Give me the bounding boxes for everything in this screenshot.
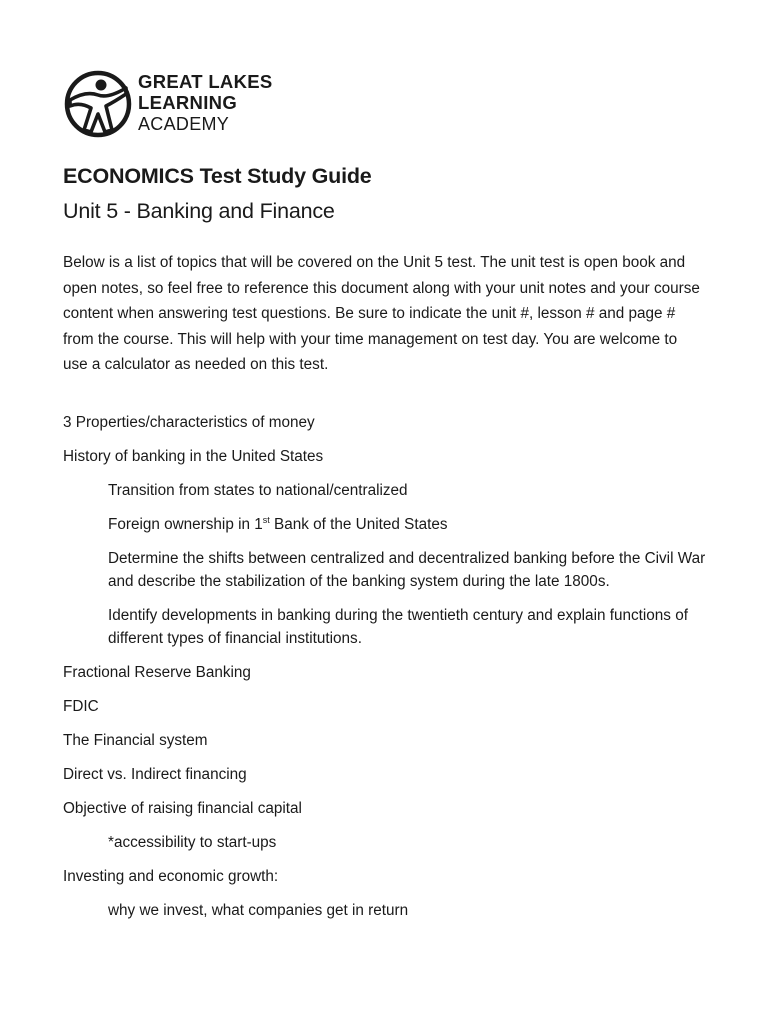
subtopic-item: Determine the shifts between centralized and decentralized banking before the Civil War and describe the stabilization of the banking system during the late 1800s. [108, 550, 706, 590]
topic-item: Investing and economic growth: [63, 868, 279, 885]
topic-item: Fractional Reserve Banking [63, 664, 251, 681]
subtopic-item: why we invest, what companies get in return [108, 902, 409, 919]
subtopic-item: Transition from states to national/centralized [108, 482, 408, 499]
topic-item: Objective of raising financial capital [63, 800, 302, 817]
topic-item: FDIC [63, 698, 99, 715]
academy-logo [64, 70, 273, 138]
logo-wordmark [138, 73, 273, 135]
ordinal-suffix: st [262, 514, 270, 525]
topic-item: 3 Properties/characteristics of money [63, 414, 315, 431]
subtopic-text: Foreign ownership in 1 [108, 516, 263, 533]
topic-item: Direct vs. Indirect financing [63, 766, 247, 783]
page-title: ECONOMICS Test Study Guide [63, 164, 372, 188]
page-subtitle: Unit 5 - Banking and Finance [63, 199, 335, 223]
logo-line-learning: LEARNING [138, 92, 238, 113]
topic-item: The Financial system [63, 732, 208, 749]
person-in-circle-icon [64, 70, 132, 138]
logo-line-academy: ACADEMY [138, 114, 230, 134]
subtopic-item: *accessibility to start-ups [108, 834, 277, 851]
subtopic-text: Bank of the United States [269, 516, 448, 533]
topic-list [63, 411, 713, 933]
subtopic-item [63, 513, 713, 536]
topic-item: History of banking in the United States [63, 448, 324, 465]
intro-paragraph: Below is a list of topics that will be covered on the Unit 5 test. The unit test is open book and open notes, so feel free to reference this document along with your unit notes and your course content when answering test questions. Be sure to indicate the unit #, lesson # and page # from the course. This will help with your time management on test day. You are welcome to use a calculator as needed on this test. [63, 254, 700, 373]
subtopic-item: Identify developments in banking during the twentieth century and explain functions of different types of financial institutions. [108, 607, 688, 647]
logo-line-great-lakes: GREAT LAKES [138, 71, 273, 92]
